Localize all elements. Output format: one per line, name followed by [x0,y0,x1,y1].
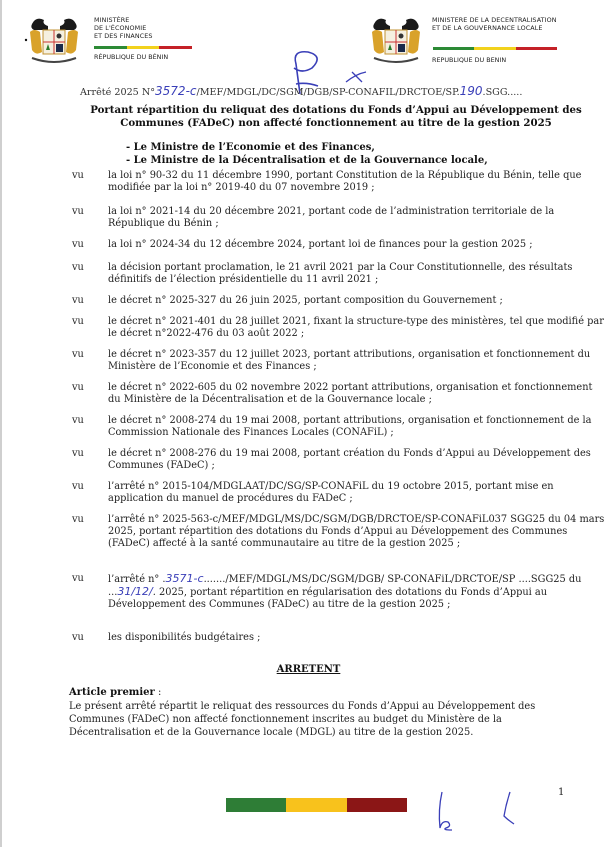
article-heading: Article premier : [69,687,162,698]
handwritten-decree-number: 3571-c [165,572,204,585]
article-body: Le présent arrêté répartit le reliquat des ressources du Fonds d’Appui au Développement des Communes (FADeC) non affecté fonctionnement inscrites au budget du Ministère de la Décentralisation et de la Gouvernance locale (MDGL) au titre de la gestion 2025. [69,701,536,739]
handwritten-initials-1 [436,790,460,838]
footer-flag-bar [226,798,407,812]
handwritten-initials-2 [500,790,520,834]
document-page: MINISTÈRE DE L'ÉCONOMIE ET DES FINANCES RÉPUBLIQUE DU BÉNIN MINISTERE DE LA DECENTRALISATION ET DE LA GOUVERNANCE LOCALE REPUBLIQUE DU BENIN Arrêté 2025 N°3572-c/MEF/MDGL/DC/SGM/DGB/SP-CONAFIL/DRCTOE/SP.190.SGG..... Portant répartition du reliquat des dotations du Fonds d’Appui au Développement des Communes (FADeC) non affecté fonctionnement au titre de la gestion 2025 - Le Ministre de l’Economie et des Finances, - Le Ministre de la Décentralisation et de la Gouvernance locale, vu la loi n° 90-32 du 11 décembre 1990, portant Constitution de la République du Bénin, telle que modifiée par la loi n° 2019-40 du 07 novembre 2019 ; vu la loi n° 2021-14 du 20 décembre 2021, portant code de l’administration territoriale de la République du Bénin ; vu la loi n° 2024-34 du 12 décembre 2024, portant loi de finances pour la gestion 2025 ; vu la décision portant proclamation, le 21 avril 2021 par la Cour Constitutionnelle, des résultats définitifs de l’élection présidentielle du 11 avril 2021 ; vu le décret n° 2025-327 du 26 juin 2025, portant composition du Gouvernement ; vu le décret n° 2021-401 du 28 juillet 2021, fixant la structure-type des ministères, tel que modifié par le décret n°2022-476 du 03 août 2022 ; vu le décret n° 2023-357 du 12 juillet 2023, portant attributions, organisation et fonctionnement du Ministère de l’Economie et des Finances ; vu le décret n° 2022-605 du 02 novembre 2022 portant attributions, organisation et fonctionnement du Ministère de la Décentralisation et de la Gouvernance locale ; vu le décret n° 2008-274 du 19 mai 2008, portant attributions, organisation et fonctionnement de la Commission Nationale des Finances Locales (CONAFiL) ; vu le décret n° 2008-276 du 19 mai 2008, portant création du Fonds d’Appui au Développement des Communes (FADeC) ; vu l’arrêté n° 2015-104/MDGLAAT/DC/SG/SP-CONAFiL du 19 octobre 2015, portant mise en application du manuel de procédures du FADeC ; vu l’arrêté n° 2025-563-c/MEF/MDGL/MS/DC/SGM/DGB/DRCTOE/SP-CONAFiL037 SGG25 du 04 mars 2025, portant répartition des dotations du Fonds d’Appui au Développement des Communes (FADeC) affecté à la santé communautaire au titre de la gestion 2025 ; vu l’arrêté n° .3571-c......./MEF/MDGL/MS/DC/SGM/DGB/ SP-CONAFiL/DRCTOE/SP ....SGG25 du ...31/12/. 2025, portant répartition en régularisation des dotations du Fonds d’Appui au Développement des Communes (FADeC) au titre de la gestion 2025 ; vu les disponibilités budgétaires ; ARRETENT Article premier : Le présent arrêté répartit le reliquat des ressources du Fonds d’Appui au Développement des Communes (FADeC) non affecté fonctionnement inscrites au budget du Ministère de la Décentralisation et de la Gouvernance locale (MDGL) au titre de la gestion 2025. 1 [0,0,613,847]
page-number: 1 [558,787,565,798]
right-ministry-name: MINISTERE DE LA DECENTRALISATION ET DE LA GOUVERNANCE LOCALE [432,16,557,32]
handwritten-decree-number: 3572-c [155,84,197,98]
right-country-name: REPUBLIQUE DU BENIN [432,56,507,64]
handwritten-sgg-number: 190 [459,84,483,98]
decision-heading: ARRETENT [276,664,341,675]
left-flag-bar [94,46,192,49]
ministers-list [126,141,488,167]
benin-coat-of-arms-icon [24,14,84,66]
right-flag-bar [433,47,557,50]
decree-reference: Arrêté 2025 N°3572-c/MEF/MDGL/DC/SGM/DGB/SP-CONAFIL/DRCTOE/SP.190.SGG..... [80,84,523,98]
document-title: Portant répartition du reliquat des dotations du Fonds d’Appui au Développement des Communes (FADeC) non affecté fonctionnement au titre de la gestion 2025 [90,104,582,129]
minister-decentralisation: - Le Ministre de la Décentralisation et de la Gouvernance locale, [126,155,488,166]
left-country-name: RÉPUBLIQUE DU BÉNIN [94,53,169,61]
handwritten-date: 31/12/ [117,585,153,599]
left-ministry-name: MINISTÈRE DE L'ÉCONOMIE ET DES FINANCES [94,16,153,40]
benin-coat-of-arms-icon [366,14,426,66]
minister-economy: - Le Ministre de l’Economie et des Finances, [126,142,375,153]
